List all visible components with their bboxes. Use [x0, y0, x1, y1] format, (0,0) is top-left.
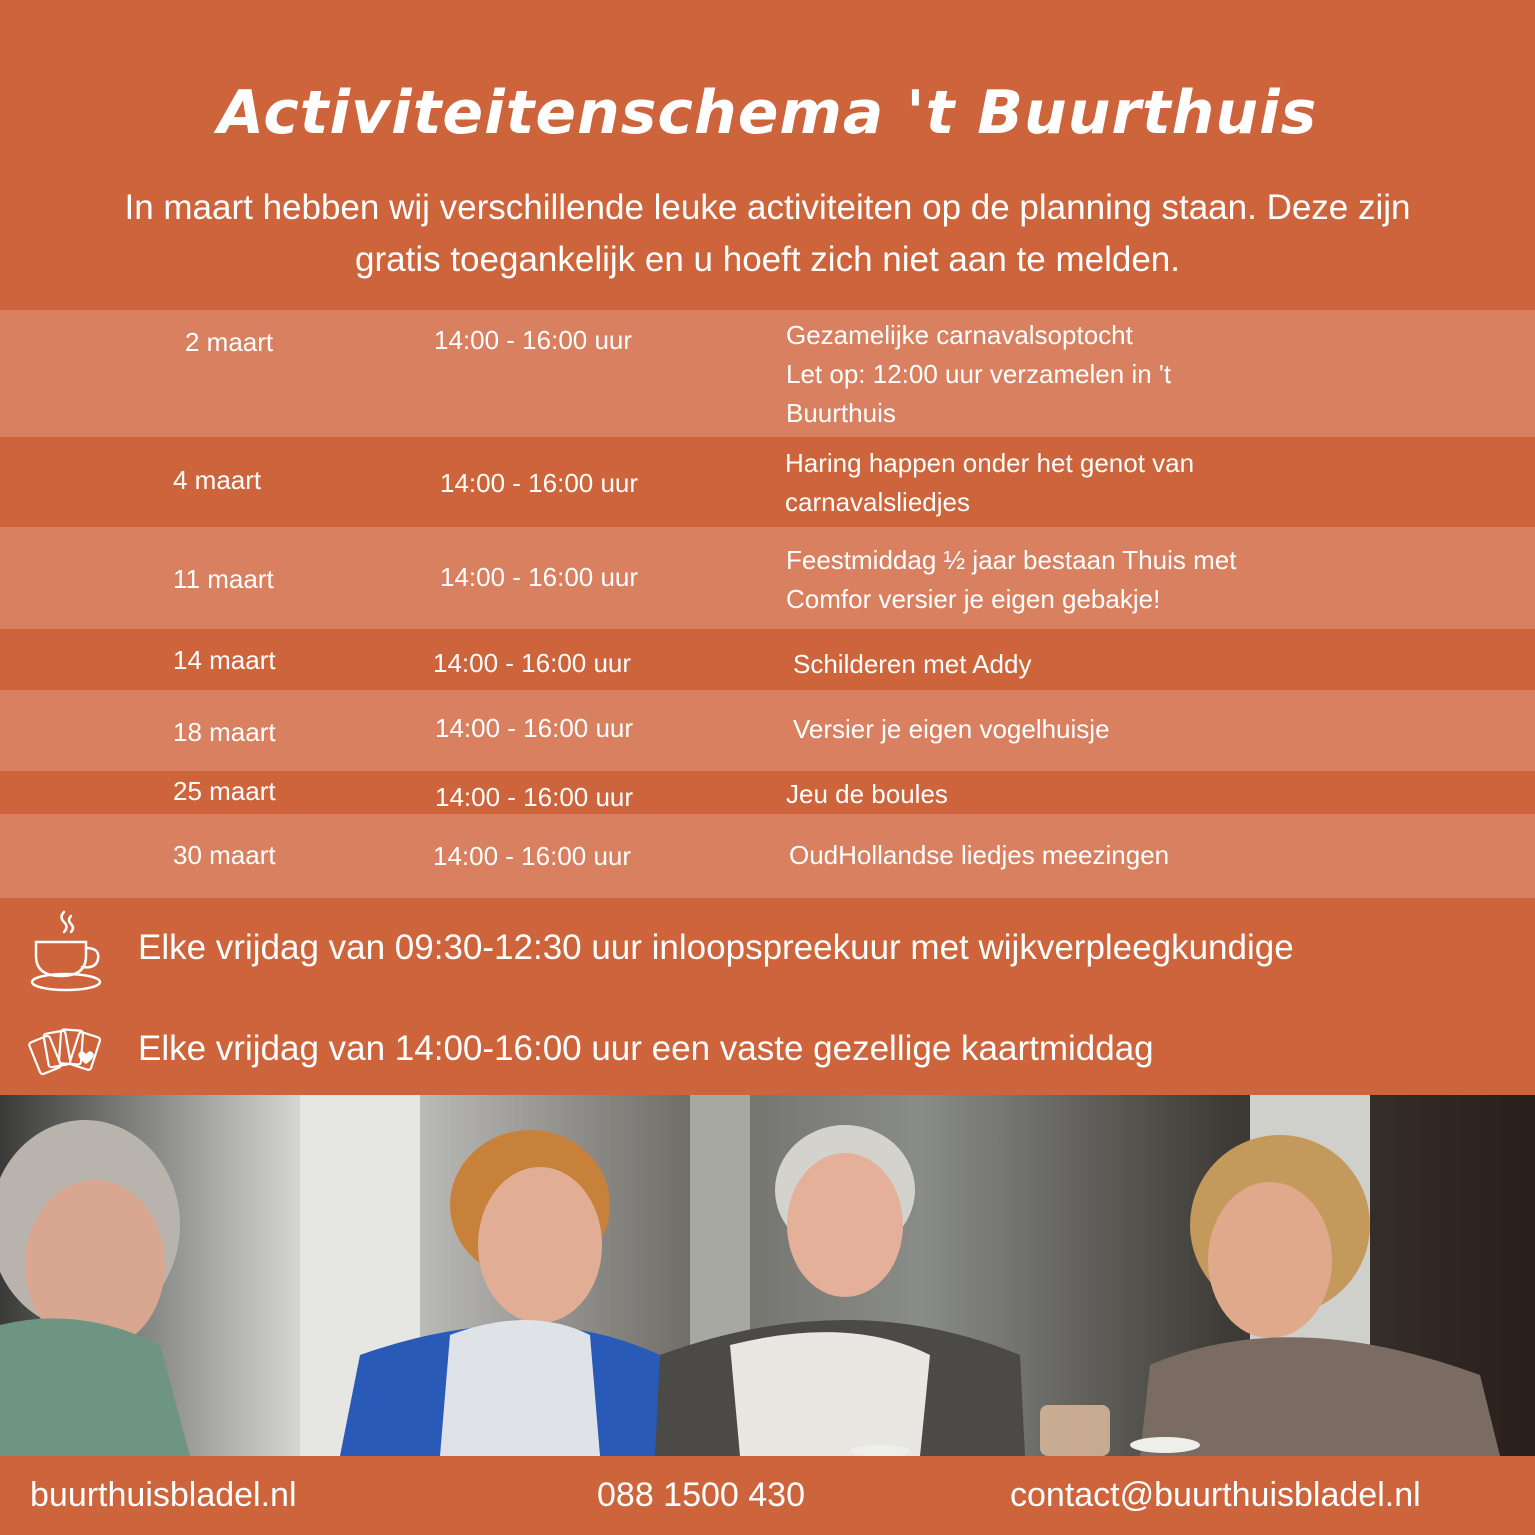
coffee-cup-icon — [28, 908, 106, 994]
row-time: 14:00 - 16:00 uur — [440, 562, 639, 592]
row-time: 14:00 - 16:00 uur — [435, 782, 634, 812]
footer-email-link[interactable]: contact@buurthuisbladel.nl — [1010, 1476, 1421, 1514]
row-date: 11 maart — [173, 564, 274, 594]
table-row — [0, 814, 1535, 898]
weekly-card-afternoon-text: Elke vrijdag van 14:00-16:00 uur een vaste gezellige kaartmiddag — [138, 1029, 1154, 1068]
footer-phone: 088 1500 430 — [597, 1476, 805, 1514]
row-activity: Haring happen onder het genot van carnavalsliedjes — [785, 448, 1195, 517]
row-time: 14:00 - 16:00 uur — [433, 841, 632, 871]
row-date: 30 maart — [173, 840, 276, 870]
intro-line-2: gratis toegankelijk en u hoeft zich niet aan te melden. — [355, 240, 1180, 279]
table-row — [0, 527, 1535, 629]
row-activity: Schilderen met Addy — [793, 649, 1032, 679]
intro-line-1: In maart hebben wij verschillende leuke activiteiten op de planning staan. Deze zijn — [124, 188, 1411, 227]
playing-cards-icon — [28, 1024, 108, 1086]
row-time: 14:00 - 16:00 uur — [435, 713, 634, 743]
footer-website-link[interactable]: buurthuisbladel.nl — [30, 1476, 297, 1514]
row-activity: Jeu de boules — [786, 779, 948, 809]
weekly-consultation-text: Elke vrijdag van 09:30-12:30 uur inloopspreekuur met wijkverpleegkundige — [138, 928, 1294, 967]
table-row — [0, 690, 1535, 771]
intro-text — [20, 182, 1515, 286]
row-date: 2 maart — [185, 327, 274, 357]
row-activity: Gezamelijke carnavalsoptocht Let op: 12:00 uur verzamelen in 't Buurthuis — [786, 320, 1172, 428]
table-row — [0, 629, 1535, 690]
row-time: 14:00 - 16:00 uur — [433, 648, 632, 678]
table-row — [0, 310, 1535, 437]
row-date: 4 maart — [173, 465, 262, 495]
photo-elderly-women-laughing — [0, 1095, 1535, 1456]
row-date: 18 maart — [173, 717, 276, 747]
row-date: 25 maart — [173, 776, 276, 806]
row-date: 14 maart — [173, 645, 276, 675]
row-activity: Feestmiddag ½ jaar bestaan Thuis met Comfor versier je eigen gebakje! — [786, 545, 1237, 614]
table-row — [0, 437, 1535, 527]
table-row — [0, 771, 1535, 814]
page-title: Activiteitenschema 't Buurthuis — [217, 78, 1318, 148]
row-time: 14:00 - 16:00 uur — [440, 468, 639, 498]
row-activity: OudHollandse liedjes meezingen — [789, 840, 1170, 870]
row-time: 14:00 - 16:00 uur — [434, 325, 633, 355]
row-activity: Versier je eigen vogelhuisje — [793, 714, 1110, 744]
